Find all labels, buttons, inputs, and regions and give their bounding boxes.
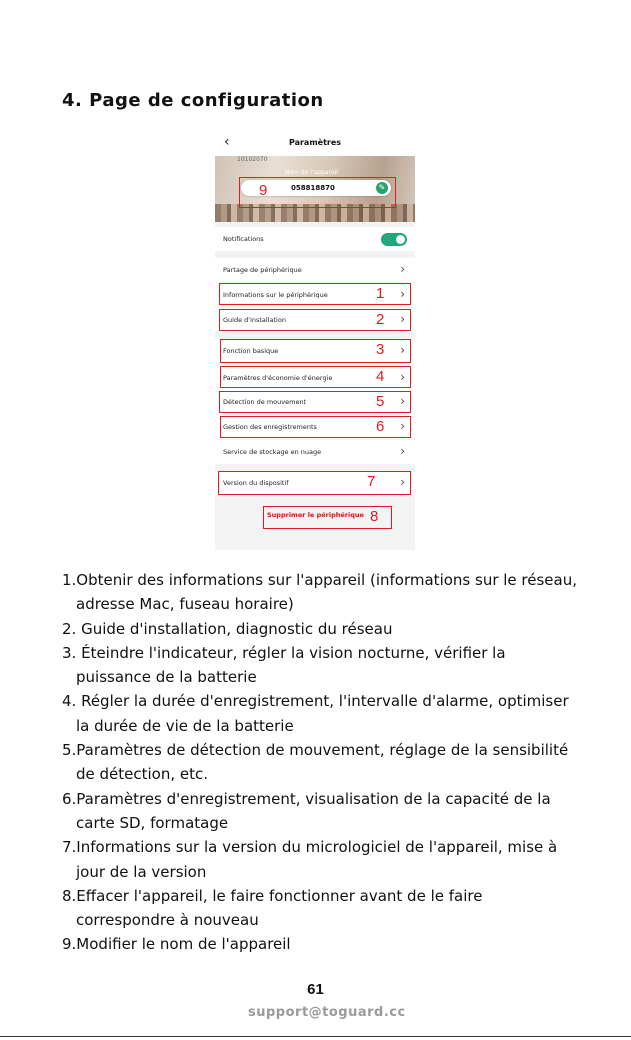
annotation-box-7 — [218, 471, 411, 495]
note-item: 8.Effacer l'appareil, le faire fonctionner avant de le faire correspondre à nouveau — [62, 886, 483, 930]
note-item: 3. Éteindre l'indicateur, régler la vision nocturne, vérifier la puissance de la batterie — [62, 643, 506, 687]
chevron-right-icon: › — [400, 287, 405, 301]
annotation-number-6: 6 — [376, 418, 385, 435]
annotation-number-7: 7 — [367, 473, 376, 490]
chevron-right-icon: › — [400, 343, 405, 357]
delete-device-button[interactable]: Supprimer le périphérique — [267, 511, 364, 519]
banner-top-text: 10102070 — [237, 156, 268, 163]
row-label: Paramètres d'économie d'énergie — [223, 374, 333, 382]
row-label: Notifications — [223, 235, 264, 243]
note-item: 2. Guide d'installation, diagnostic du réseau — [62, 619, 393, 638]
phone-header — [215, 130, 415, 156]
chevron-left-icon[interactable]: ‹ — [224, 134, 230, 150]
note-item: 6.Paramètres d'enregistrement, visualisation de la capacité de la carte SD, formatage — [62, 789, 551, 832]
row-label: Gestion des enregistrements — [223, 423, 317, 431]
note-item: 1.Obtenir des informations sur l'appareil (informations sur le réseau, adresse Mac, fuseau horaire) — [62, 571, 577, 614]
row-label: Fonction basique — [223, 347, 279, 355]
device-name-value: 058818870 — [291, 184, 335, 192]
settings-row-cloud-storage[interactable] — [215, 440, 415, 464]
annotation-number-4: 4 — [376, 368, 385, 385]
notes-list — [62, 568, 582, 957]
annotation-number-9: 9 — [259, 182, 268, 199]
chevron-right-icon: › — [400, 262, 405, 276]
chevron-right-icon: › — [400, 312, 405, 326]
row-label: Version du dispositif — [223, 479, 289, 487]
annotation-number-1: 1 — [376, 285, 385, 302]
row-label: Détection de mouvement — [223, 398, 307, 406]
note-item: 7.Informations sur la version du micrologiciel de l'appareil, mise à jour de la version — [62, 838, 558, 881]
support-email: support@toguard.cc — [248, 1005, 406, 1020]
bottom-divider — [0, 1036, 631, 1037]
annotation-number-5: 5 — [376, 393, 385, 410]
row-label: Informations sur le périphérique — [223, 291, 328, 299]
section-title: 4. Page de configuration — [62, 90, 324, 111]
edit-pencil-icon[interactable]: ✎ — [376, 182, 388, 194]
settings-row-notifications — [215, 227, 415, 251]
chevron-right-icon: › — [400, 394, 405, 408]
device-name-label: Nom de l'appareil — [285, 169, 338, 176]
row-label: Service de stockage en nuage — [223, 448, 322, 456]
note-item: 4. Régler la durée d'enregistrement, l'intervalle d'alarme, optimiser la durée de vie de la batterie — [62, 692, 569, 735]
page-number: 61 — [307, 981, 324, 998]
annotation-number-3: 3 — [376, 341, 385, 358]
settings-row-sharing[interactable] — [215, 258, 415, 282]
note-item: 5.Paramètres de détection de mouvement, réglage de la sensibilité de détection, etc. — [62, 741, 569, 784]
chevron-right-icon: › — [400, 419, 405, 433]
annotation-number-8: 8 — [370, 508, 379, 525]
chevron-right-icon: › — [400, 475, 405, 489]
phone-title: Paramètres — [288, 138, 342, 147]
chevron-right-icon: › — [400, 444, 405, 458]
chevron-right-icon: › — [400, 370, 405, 384]
row-label: Partage de périphérique — [223, 266, 302, 274]
notifications-toggle[interactable] — [381, 233, 407, 246]
row-label: Guide d'installation — [223, 316, 286, 324]
note-item: 9.Modifier le nom de l'appareil — [62, 935, 291, 954]
annotation-number-2: 2 — [376, 311, 385, 328]
